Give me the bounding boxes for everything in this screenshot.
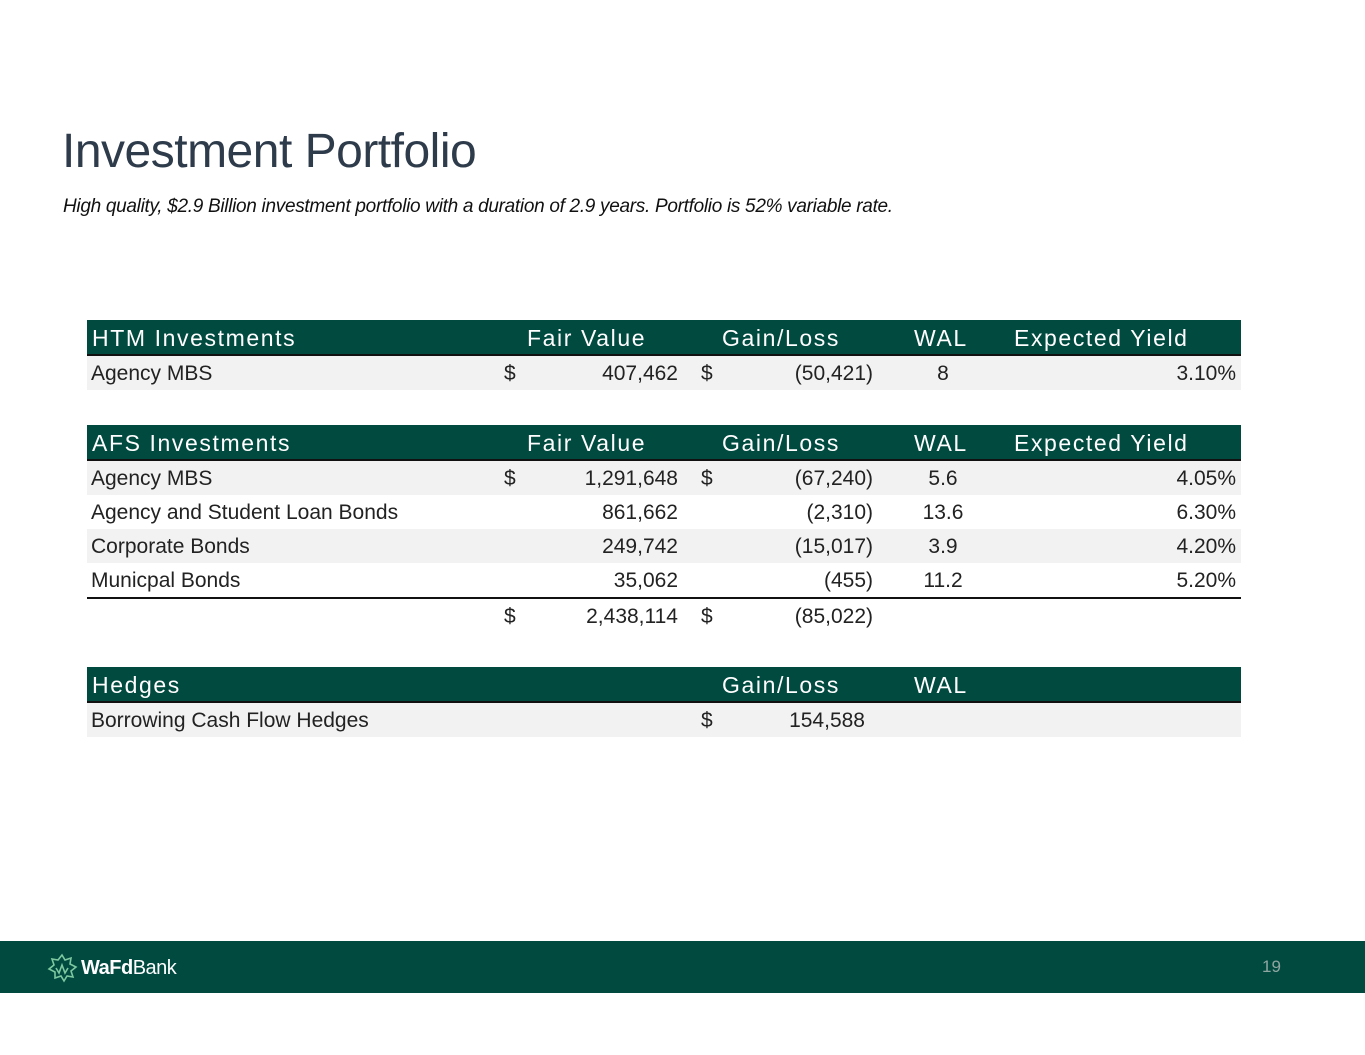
htm-header-gain-loss: Gain/Loss — [722, 325, 840, 351]
afs-row-fv-dollar: $ — [504, 467, 516, 490]
afs-total-gain-loss: (85,022) — [794, 605, 873, 628]
table-row — [87, 495, 1241, 529]
afs-total-fair-value: 2,438,114 — [586, 605, 678, 628]
hedges-header-name: Hedges — [92, 672, 181, 698]
afs-row-wal: 13.6 — [922, 501, 964, 524]
afs-total-row — [87, 597, 1241, 632]
hedges-header-wal: WAL — [914, 672, 968, 698]
htm-header-wal: WAL — [914, 325, 968, 351]
htm-row-yield: 3.10% — [1176, 362, 1236, 385]
htm-row-gain-loss: (50,421) — [794, 362, 873, 385]
wafd-emblem-icon — [46, 953, 78, 983]
hedges-header-row — [87, 667, 1241, 703]
afs-header-gain-loss: Gain/Loss — [722, 430, 840, 456]
wafd-logo — [46, 953, 176, 983]
hedges-row-gain-loss: 154,588 — [789, 709, 865, 732]
afs-row-yield: 6.30% — [1176, 501, 1236, 524]
hedges-row-name: Borrowing Cash Flow Hedges — [91, 709, 369, 732]
afs-investments-table — [87, 425, 1241, 632]
htm-row-fv-dollar: $ — [504, 362, 516, 385]
htm-row-wal: 8 — [937, 362, 949, 385]
table-row — [87, 703, 1241, 737]
table-row — [87, 356, 1241, 390]
htm-row-gl-dollar: $ — [701, 362, 713, 385]
afs-row-name: Municpal Bonds — [91, 569, 241, 592]
htm-row-fair-value: 407,462 — [602, 362, 678, 385]
afs-row-gl-dollar: $ — [701, 467, 713, 490]
afs-row-gain-loss: (15,017) — [794, 535, 873, 558]
logo-light-text: Bank — [132, 956, 177, 979]
logo-bold-text: WaFd — [81, 956, 133, 979]
afs-row-fair-value: 249,742 — [602, 535, 678, 558]
page-title: Investment Portfolio — [62, 125, 477, 178]
afs-total-gl-dollar: $ — [701, 605, 713, 628]
afs-row-fair-value: 861,662 — [602, 501, 678, 524]
afs-row-fair-value: 35,062 — [613, 569, 678, 592]
afs-row-gain-loss: (67,240) — [794, 467, 873, 490]
afs-header-row — [87, 425, 1241, 461]
afs-row-name: Agency and Student Loan Bonds — [91, 501, 399, 524]
page-subtitle: High quality, $2.9 Billion investment portfolio with a duration of 2.9 years. Portfolio is 52% variable rate. — [63, 196, 893, 217]
htm-header-name: HTM Investments — [92, 325, 297, 351]
hedges-header-gain-loss: Gain/Loss — [722, 672, 840, 698]
afs-header-fair-value: Fair Value — [527, 430, 647, 456]
htm-header-yield: Expected Yield — [1014, 325, 1189, 351]
hedges-table — [87, 667, 1241, 737]
htm-header-row — [87, 320, 1241, 356]
afs-header-yield: Expected Yield — [1014, 430, 1189, 456]
page-number: 19 — [1262, 957, 1281, 976]
afs-row-wal: 11.2 — [923, 569, 963, 592]
afs-row-yield: 4.05% — [1176, 467, 1236, 490]
afs-row-gain-loss: (2,310) — [806, 501, 873, 524]
footer-bar — [0, 941, 1365, 993]
afs-row-yield: 5.20% — [1176, 569, 1236, 592]
afs-header-wal: WAL — [914, 430, 968, 456]
htm-row-name: Agency MBS — [91, 362, 213, 385]
table-row — [87, 529, 1241, 563]
afs-row-wal: 5.6 — [928, 467, 958, 490]
afs-row-wal: 3.9 — [928, 535, 958, 558]
table-row — [87, 563, 1241, 597]
afs-row-gain-loss: (455) — [823, 569, 873, 592]
afs-row-name: Agency MBS — [91, 467, 213, 490]
logo-wordmark — [81, 957, 176, 980]
afs-row-yield: 4.20% — [1176, 535, 1236, 558]
table-row — [87, 461, 1241, 495]
hedges-row-gl-dollar: $ — [701, 709, 713, 732]
afs-header-name: AFS Investments — [92, 430, 292, 456]
afs-row-name: Corporate Bonds — [91, 535, 250, 558]
afs-row-fair-value: 1,291,648 — [584, 467, 678, 490]
htm-header-fair-value: Fair Value — [527, 325, 647, 351]
htm-investments-table — [87, 320, 1241, 390]
afs-total-fv-dollar: $ — [504, 605, 516, 628]
